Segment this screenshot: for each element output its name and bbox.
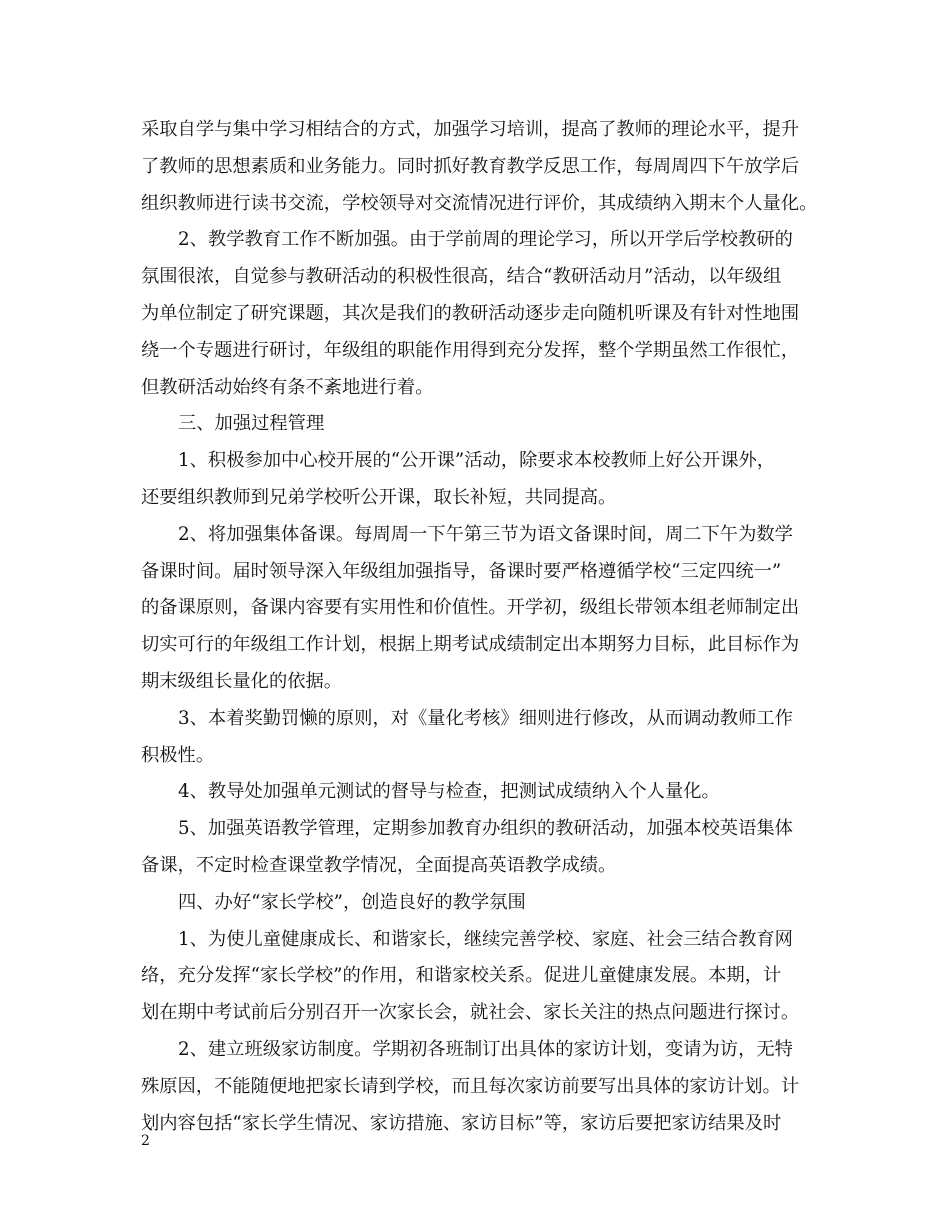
text-line: 氛围很浓，自觉参与教研活动的积极性很高，结合“教研活动月”活动，以年级组 <box>141 266 782 288</box>
text-line: 为单位制定了研究课题，其次是我们的教研活动逐步走向随机听课及有针对性地围 <box>141 303 800 324</box>
text-line: 备课，不定时检查课堂教学情况，全面提高英语教学成绩。 <box>141 855 617 876</box>
text-line: 5、加强英语教学管理，定期参加教育办组织的教研活动，加强本校英语集体 <box>178 818 793 840</box>
text-line: 采取自学与集中学习相结合的方式，加强学习培训，提高了教师的理论水平，提升 <box>141 119 800 140</box>
text-line: 划在期中考试前后分别召开一次家长会，就社会、家长关注的热点问题进行探讨。 <box>141 1002 800 1024</box>
text-line: 备课时间。届时领导深入年级组加强指导，备课时要严格遵循学校“三定四统一” <box>141 560 782 582</box>
text-line: 了教师的思想素质和业务能力。同时抓好教育教学反思工作，每周周四下午放学后 <box>141 155 800 177</box>
text-line: 2、建立班级家访制度。学期初各班制订出具体的家访计划，变请为访，无特 <box>178 1039 793 1060</box>
text-line: 的备课原则，备课内容要有实用性和价值性。开学初，级组长带领本组老师制定出 <box>141 597 800 619</box>
text-line: 绕一个专题进行研讨，年级组的职能作用得到充分发挥，整个学期虽然工作很忙， <box>141 339 800 361</box>
text-line: 期末级组长量化的依据。 <box>141 671 343 692</box>
text-line: 2、教学教育工作不断加强。由于学前周的理论学习，所以开学后学校教研的 <box>178 229 793 251</box>
text-line: 切实可行的年级组工作计划，根据上期考试成绩制定出本期努力目标，此目标作为 <box>141 634 800 656</box>
text-line: 络，充分发挥“家长学校”的作用，和谐家校关系。促进儿童健康发展。本期，计 <box>141 965 782 987</box>
text-line: 1、为使儿童健康成长、和谐家长，继续完善学校、家庭、社会三结合教育网 <box>178 928 793 950</box>
text-line: 四、办好“家长学校”，创造良好的教学氛围 <box>178 891 526 913</box>
text-line: 组织教师进行读书交流，学校领导对交流情况进行评价，其成绩纳入期末个人量化。 <box>141 192 818 214</box>
text-line: 但教研活动始终有条不紊地进行着。 <box>141 376 434 398</box>
text-line: 三、加强过程管理 <box>178 413 325 435</box>
text-line: 划内容包括“家长学生情况、家访措施、家访目标”等，家访后要把家访结果及时 <box>141 1112 782 1134</box>
text-line: 4、教导处加强单元测试的督导与检查，把测试成绩纳入个人量化。 <box>178 781 720 803</box>
text-line: 殊原因，不能随便地把家长请到学校，而且每次家访前要写出具体的家访计划。计 <box>141 1075 800 1097</box>
text-line: 积极性。 <box>141 744 215 766</box>
text-line: 2、将加强集体备课。每周周一下午第三节为语文备课时间，周二下午为数学 <box>178 523 793 545</box>
text-line: 1、积极参加中心校开展的“公开课”活动，除要求本校教师上好公开课外， <box>178 450 776 472</box>
text-line: 3、本着奖勤罚懒的原则，对《量化考核》细则进行修改，从而调动教师工作 <box>178 707 793 729</box>
page-number: 2 <box>141 1133 150 1149</box>
text-line: 还要组织教师到兄弟学校听公开课，取长补短，共同提高。 <box>141 487 617 508</box>
